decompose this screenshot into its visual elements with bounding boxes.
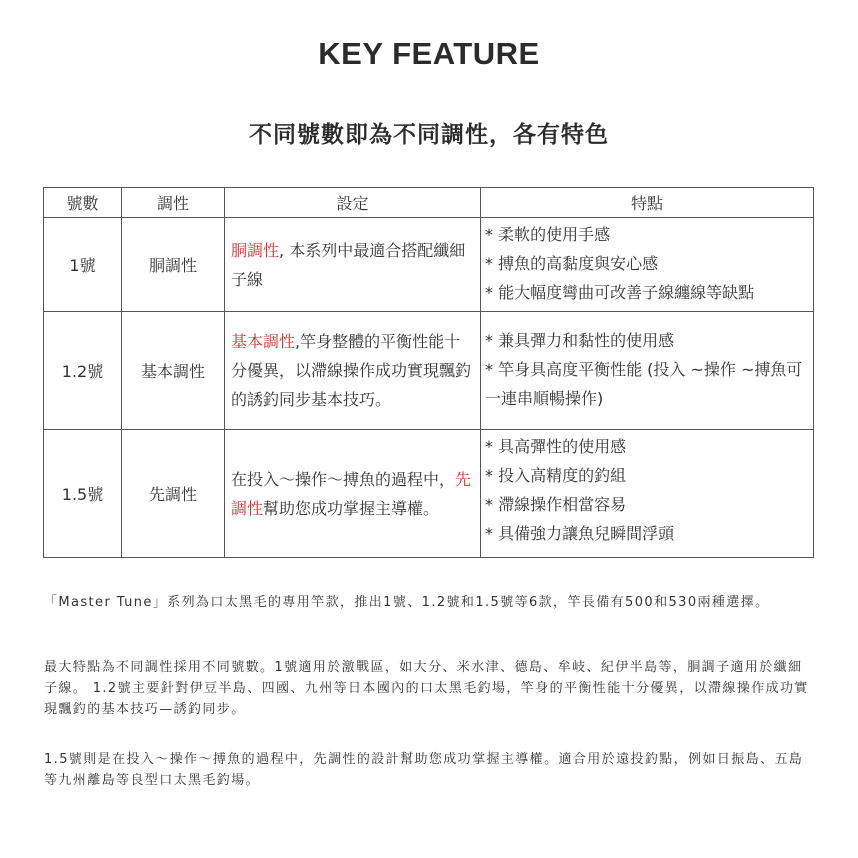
feature-table	[43, 187, 814, 558]
cell-setting	[225, 218, 481, 312]
setting-text: 在投入〜操作〜搏魚的過程中，	[231, 469, 456, 489]
feature-item: * 具備強力讓魚兒瞬間浮頭	[485, 524, 675, 543]
feature-item: * 能大幅度彎曲可改善子線纏線等缺點	[485, 283, 755, 302]
column-header-number: 號數	[44, 188, 122, 218]
cell-number: 1號	[44, 218, 122, 312]
cell-setting	[225, 430, 481, 558]
table-row	[44, 430, 814, 558]
column-header-tone: 調性	[122, 188, 225, 218]
setting-highlight: 基本調性	[231, 332, 296, 351]
feature-item: * 投入高精度的釣組	[485, 466, 627, 485]
setting-highlight: 先調性	[231, 469, 472, 518]
cell-features	[481, 430, 814, 558]
setting-text: ,竿身整體的平衡性能十分優異，以滯線操作成功實現飄釣的誘釣同步基本技巧。	[231, 332, 472, 409]
setting-text: , 本系列中最適合搭配纖細子線	[231, 240, 466, 289]
setting-text: 幫助您成功掌握主導權。	[263, 498, 440, 518]
cell-tone: 胴調性	[122, 218, 225, 312]
setting-highlight: 胴調性	[231, 240, 280, 260]
description-paragraph: 「Master Tune」系列為口太黑毛的專用竿款，推出1號、1.2號和1.5號等6款，竿長備有500和530兩種選擇。	[44, 595, 770, 610]
feature-item: * 竿身具高度平衡性能 (投入 ~操作 ~搏魚可一連串順暢操作)	[485, 360, 803, 408]
cell-features	[481, 218, 814, 312]
column-header-setting: 設定	[225, 188, 481, 218]
description-paragraph: 最大特點為不同調性採用不同號數。1號適用於激戰區，如大分、米水津、德島、牟岐、紀伊半島等，胴調子適用於纖細子線。 1.2號主要針對伊豆半島、四國、九州等日本國內的口太黑毛釣場，竿身的平衡性能十分優異，以滯線操作成功實現飄釣的基本技巧—誘釣同步。	[44, 660, 809, 717]
column-header-features: 特點	[481, 188, 814, 218]
table-row	[44, 218, 814, 312]
table-row	[44, 312, 814, 430]
feature-item: * 搏魚的高黏度與安心感	[485, 254, 659, 273]
cell-features	[481, 312, 814, 430]
description-paragraph: 1.5號則是在投入～操作～搏魚的過程中，先調性的設計幫助您成功掌握主導權。適合用於遠投釣點，例如日振島、五島等九州離島等良型口太黑毛釣場。	[44, 752, 804, 788]
page-subtitle: 不同號數即為不同調性，各有特色	[249, 122, 609, 148]
feature-item: * 兼具彈力和黏性的使用感	[485, 331, 675, 350]
feature-item: * 具高彈性的使用感	[485, 437, 627, 456]
cell-tone: 基本調性	[122, 312, 225, 430]
page-title: KEY FEATURE	[318, 36, 540, 71]
table-header-row	[44, 188, 814, 218]
cell-setting	[225, 312, 481, 430]
feature-item: * 柔軟的使用手感	[485, 225, 611, 244]
feature-item: * 滯線操作相當容易	[485, 495, 627, 514]
cell-tone: 先調性	[122, 430, 225, 558]
cell-number: 1.2號	[44, 312, 122, 430]
cell-number: 1.5號	[44, 430, 122, 558]
